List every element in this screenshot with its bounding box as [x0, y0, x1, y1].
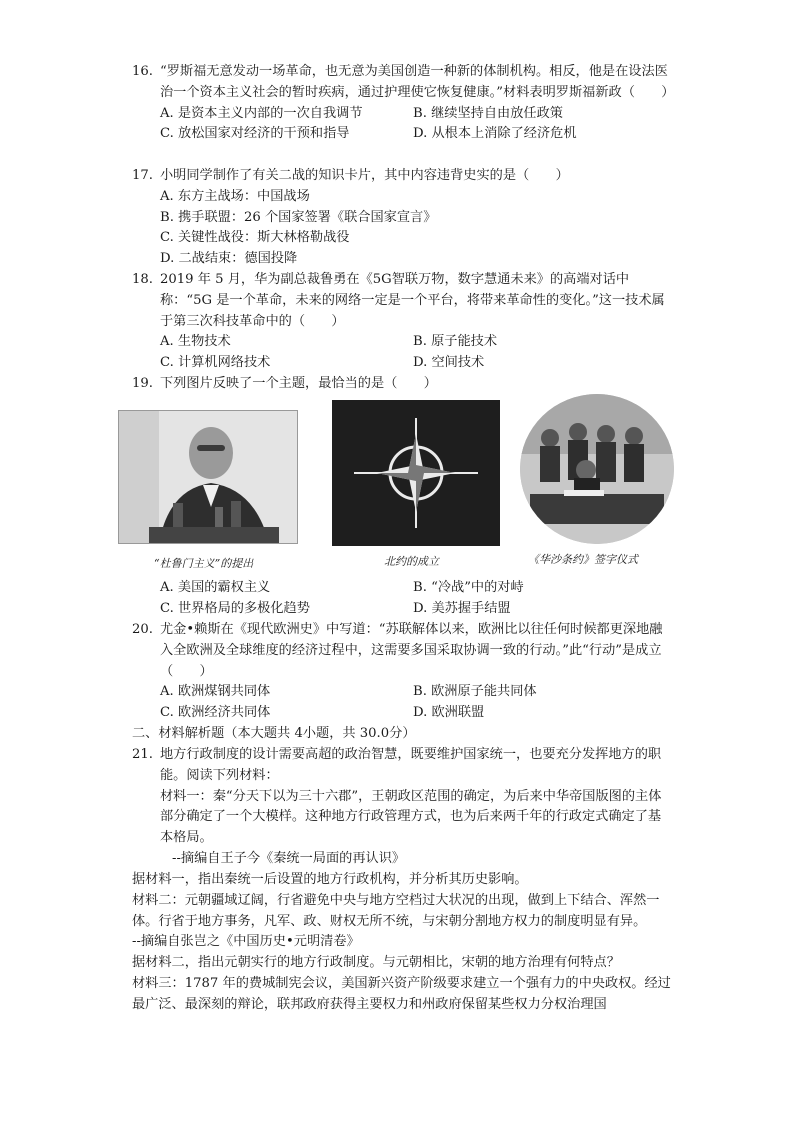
signing-ceremony-icon: [520, 394, 674, 544]
option-b[interactable]: B. 携手联盟：26 个国家签署《联合国家宣言》: [160, 209, 437, 225]
option-a[interactable]: A. 欧洲煤钢共同体: [160, 684, 271, 700]
option-c[interactable]: C. 放松国家对经济的干预和指导: [160, 126, 350, 142]
option-a[interactable]: A. 是资本主义内部的一次自我调节: [160, 105, 363, 121]
question-stem: 尤金•赖斯在《现代欧洲史》中写道：“苏联解体以来，欧洲比以往任何时候都更深地融入全欧洲及全球维度的经济过程中，这需要多国采取协调一致的行动。”此“行动”是成立（ ）: [160, 622, 663, 679]
question-number: 18.: [132, 272, 153, 287]
option-b[interactable]: B. 继续坚持自由放任政策: [413, 105, 563, 121]
question-ask-2: 据材料二，指出元朝实行的地方行政制度。与元朝相比，宋朝的地方治理有何特点？: [132, 955, 620, 971]
option-b[interactable]: B. 原子能技术: [413, 334, 498, 350]
question-number: 21.: [132, 747, 153, 762]
option-a[interactable]: A. 东方主战场：中国战场: [160, 188, 310, 204]
option-d[interactable]: D. 空间技术: [413, 355, 485, 371]
question-stem: “罗斯福无意发动一场革命，也无意为美国创造一种新的体制机构。相反，他是在设法医治一个资本主义社会的暂时疾病，通过护理使它恢复健康。”材料表明罗斯福新政（ ）: [160, 64, 675, 100]
option-b[interactable]: B. 欧洲原子能共同体: [413, 684, 537, 700]
material-1: 材料一：秦“分天下以为三十六郡”，王朝政区范围的确定，为后来中华帝国版图的主体部分确定了一个大模样。这种地方行政管理方式，也为后来两千年的行政定式确定了基本格局。: [160, 788, 662, 846]
question-ask-1: 据材料一，指出秦统一后设置的地方行政机构，并分析其历史影响。: [132, 872, 528, 887]
option-d[interactable]: D. 从根本上消除了经济危机: [413, 126, 577, 142]
material-3: 材料三：1787 年的费城制宪会议，美国新兴资产阶级要求建立一个强有力的中央政权。经过最广泛、最深刻的辩论，联邦政府获得主要权力和州政府保留某些权力分权治理国: [132, 975, 671, 1012]
question-number: 16.: [132, 64, 153, 79]
option-c[interactable]: C. 欧洲经济共同体: [160, 705, 271, 721]
option-c[interactable]: C. 关键性战役：斯大林格勒战役: [160, 230, 350, 246]
question-19-figure: [112, 394, 676, 574]
options-grid: [160, 682, 668, 724]
option-b[interactable]: B. “冷战”中的对峙: [413, 580, 524, 595]
section-heading: 二、材料解析题（本大题共 4小题，共 30.0分）: [132, 726, 416, 741]
question-intro: 地方行政制度的设计需要高超的政治智慧，既要维护国家统一，也要充分发挥地方的职能。阅读下列材料：: [160, 747, 662, 783]
caption-nato: 北约的成立: [384, 555, 439, 568]
options-grid: [160, 104, 668, 146]
option-d[interactable]: D. 欧洲联盟: [413, 705, 485, 721]
caption-warsaw: 《华沙条约》签字仪式: [528, 553, 638, 566]
options-grid: [160, 578, 668, 620]
question-stem: 下列图片反映了一个主题，最恰当的是（ ）: [160, 376, 437, 391]
nato-compass-star-icon: [332, 400, 500, 546]
truman-portrait-icon: [119, 411, 297, 543]
material-2-source: --摘编自张岂之《中国历史•元明清卷》: [132, 934, 360, 950]
question-21: [132, 745, 668, 870]
question-number: 17.: [132, 168, 153, 183]
caption-truman: “杜鲁门主义”的提出: [154, 557, 254, 570]
question-number: 20.: [132, 622, 153, 637]
options-grid: [160, 332, 668, 374]
question-20: [132, 620, 668, 724]
question-21-continued: [132, 870, 672, 1016]
option-a[interactable]: A. 生物技术: [160, 334, 231, 350]
option-c[interactable]: C. 计算机网络技术: [160, 355, 271, 371]
nato-flag-photo: [332, 400, 500, 546]
question-number: 19.: [132, 376, 153, 391]
question-16: [132, 62, 675, 145]
option-c[interactable]: C. 世界格局的多极化趋势: [160, 600, 310, 616]
question-18: [132, 270, 668, 374]
option-d[interactable]: D. 二战结束：德国投降: [160, 251, 298, 267]
question-17: [132, 166, 668, 270]
options-list: [160, 187, 668, 270]
warsaw-pact-photo: [520, 394, 674, 544]
option-a[interactable]: A. 美国的霸权主义: [160, 580, 271, 595]
material-2: 材料二：元朝疆域辽阔，行省避免中央与地方空档过大状况的出现，做到上下结合、浑然一体。行省于地方事务，凡军、政、财权无所不统，与宋朝分割地方权力的制度明显有异。: [132, 892, 660, 929]
question-stem: 2019 年 5 月，华为副总裁鲁勇在《5G智联万物，数字慧通未来》的高端对话中称：“5G 是一个革命，未来的网络一定是一个平台，将带来革命性的变化。”这一技术属于第三次科技革命中的（ ）: [160, 272, 665, 329]
question-19: [132, 374, 668, 395]
truman-photo: [118, 410, 298, 544]
material-1-source: --摘编自王子今《秦统一局面的再认识》: [172, 850, 406, 866]
question-stem: 小明同学制作了有关二战的知识卡片，其中内容违背史实的是（ ）: [160, 168, 569, 183]
question-19-options: [132, 578, 668, 620]
option-d[interactable]: D. 美苏握手结盟: [413, 600, 511, 616]
